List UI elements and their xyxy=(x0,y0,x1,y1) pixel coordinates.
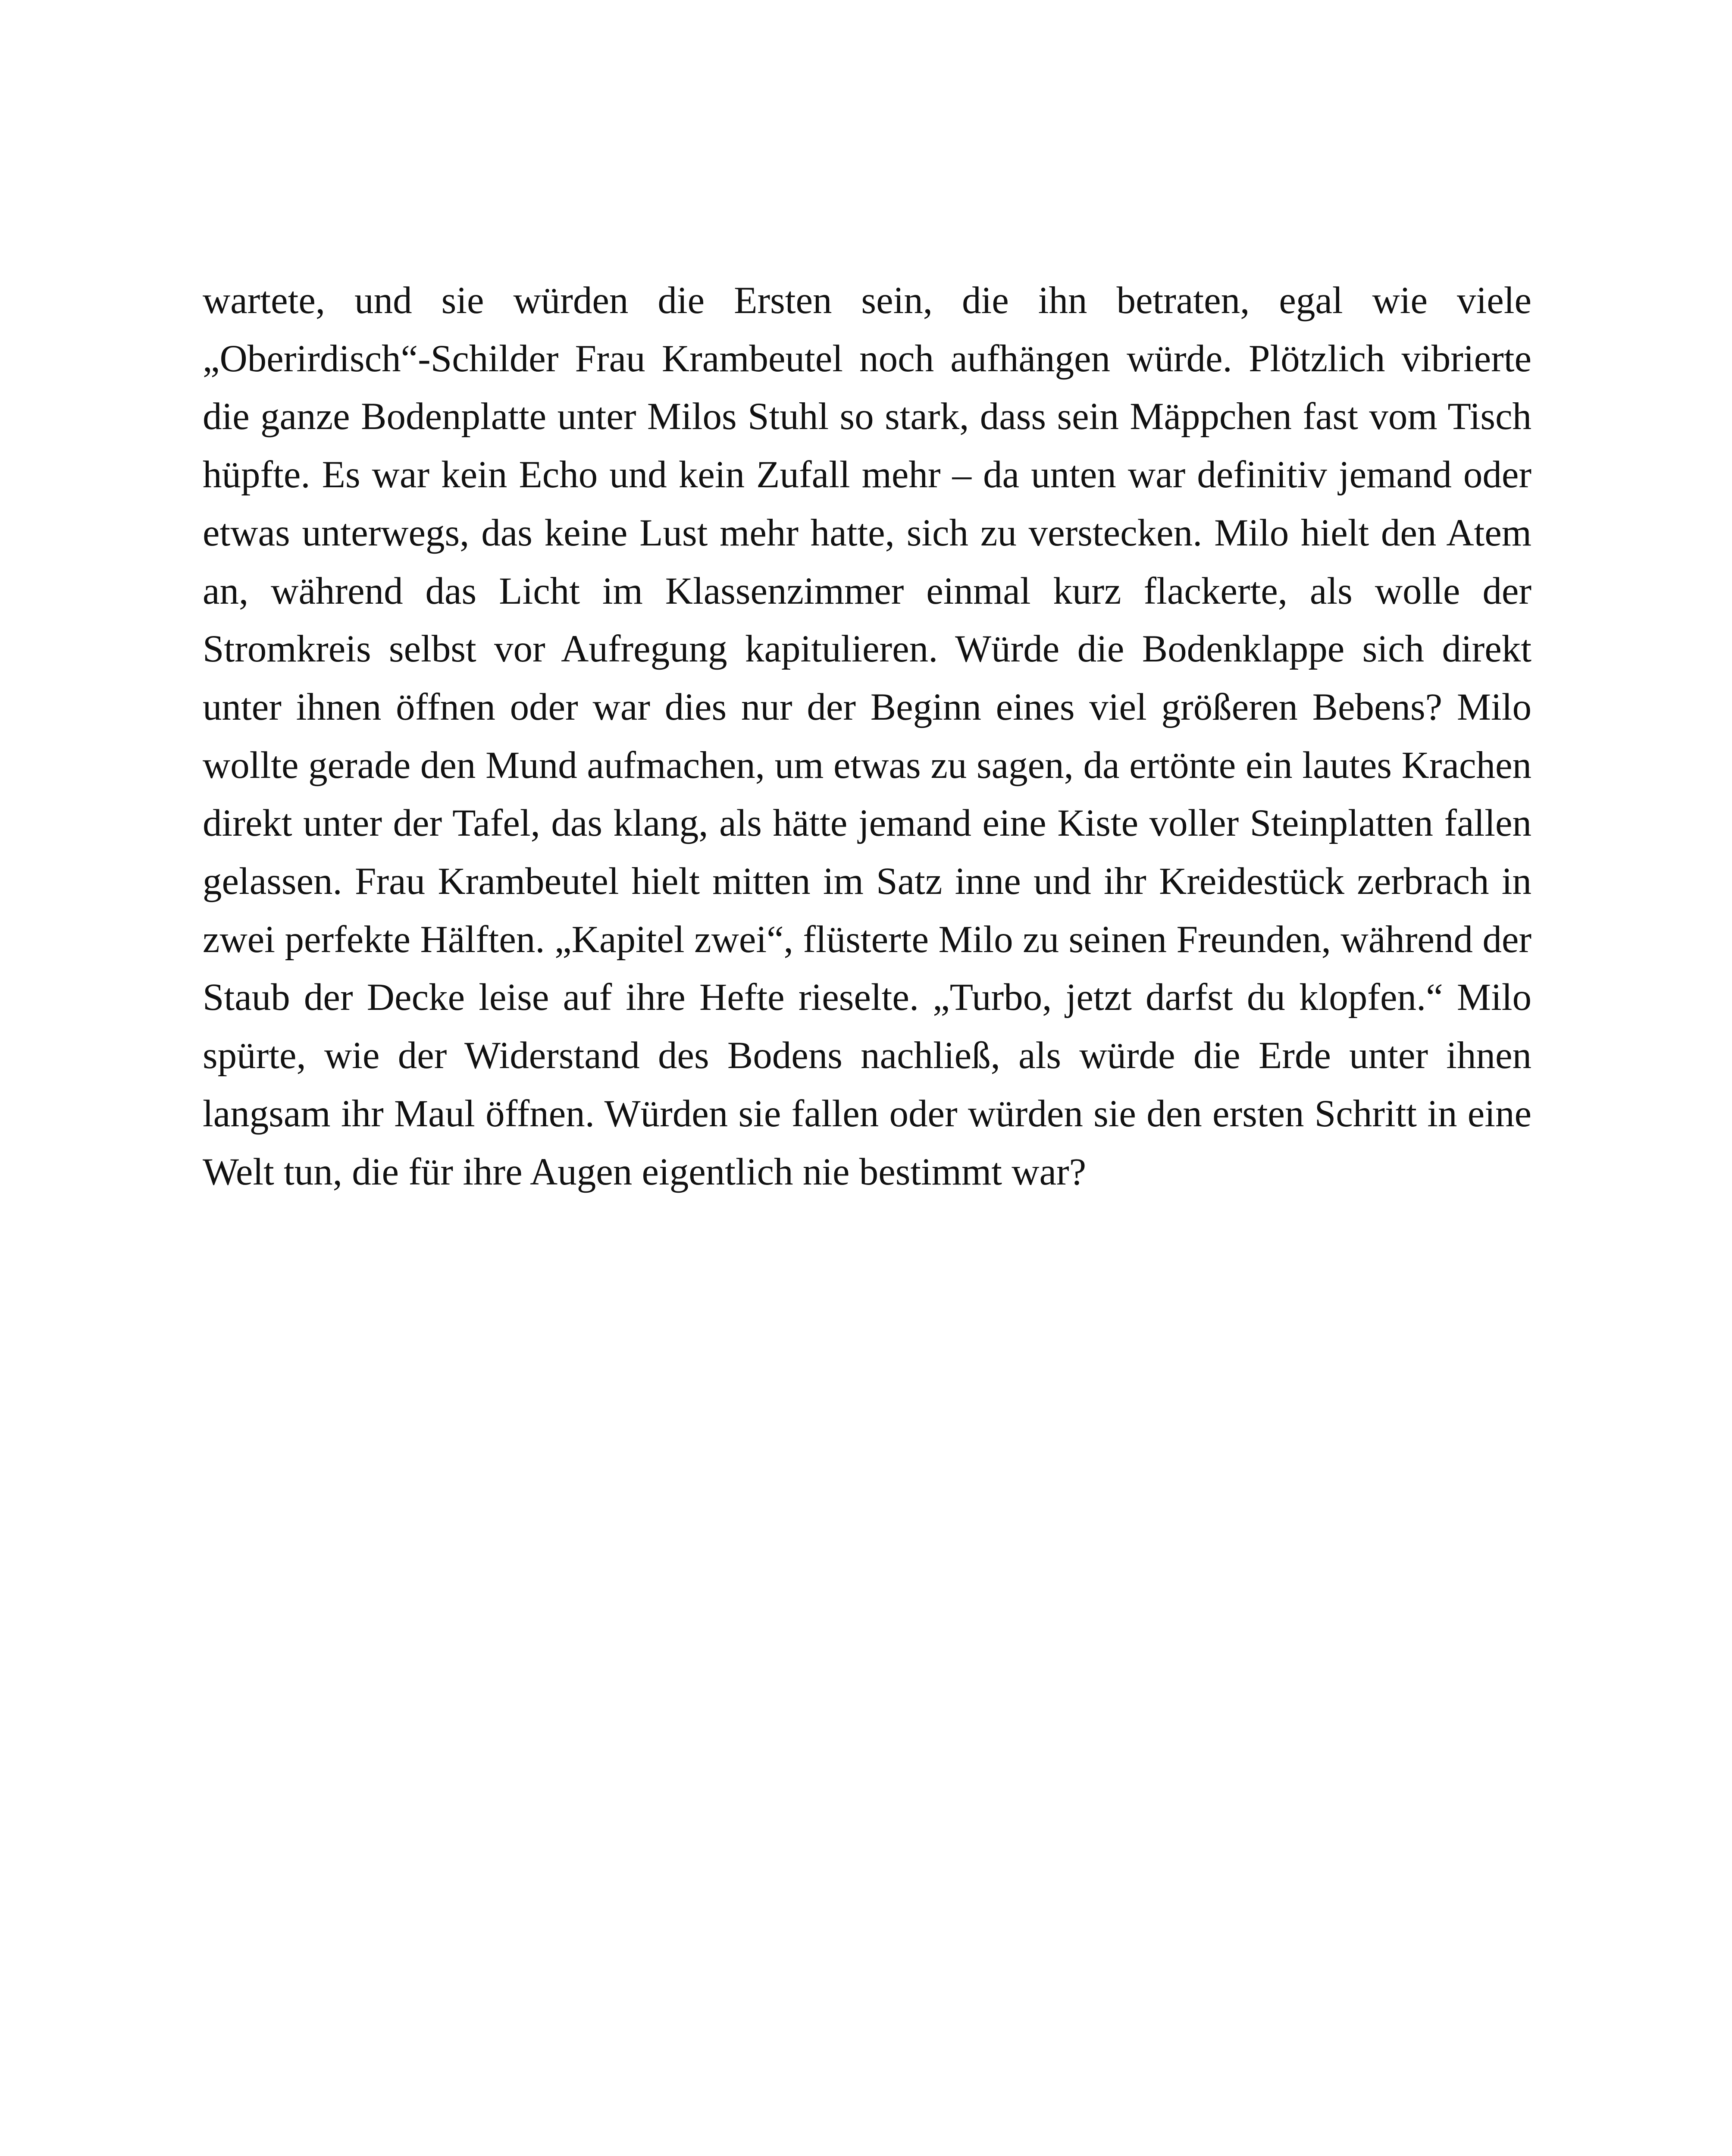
paragraph: wartete, und sie würden die Ersten sein, die ihn betraten, egal wie viele „Oberirdisch“-Schilder Frau Krambeutel noch aufhängen würde. Plötzlich vibrierte die ganze Bodenplatte unter Milos Stuhl so stark, dass sein Mäppchen fast vom Tisch hüpfte. Es war kein Echo und kein Zufall mehr – da unten war definitiv jemand oder etwas unterwegs, das keine Lust mehr hatte, sich zu verstecken. Milo hielt den Atem an, während das Licht im Klassenzimmer einmal kurz flackerte, als wolle der Stromkreis selbst vor Aufregung kapitulieren. Würde die Bodenklappe sich direkt unter ihnen öffnen oder war dies nur der Beginn eines viel größeren Bebens? Milo wollte gerade den Mund aufmachen, um etwas zu sagen, da ertönte ein lautes Krachen direkt unter der Tafel, das klang, als hätte jemand eine Kiste voller Steinplatten fallen gelassen. Frau Krambeutel hielt mitten im Satz inne und ihr Kreidestück zerbrach in zwei perfekte Hälften. „Kapitel zwei“, flüsterte Milo zu seinen Freunden, während der Staub der Decke leise auf ihre Hefte rieselte. „Turbo, jetzt darfst du klopfen.“ Milo spürte, wie der Widerstand des Bodens nachließ, als würde die Erde unter ihnen langsam ihr Maul öffnen. Würden sie fallen oder würden sie den ersten Schritt in eine Welt tun, die für ihre Augen eigentlich nie bestimmt war? xyxy=(203,279,1532,1193)
body-text xyxy=(203,272,1532,1201)
